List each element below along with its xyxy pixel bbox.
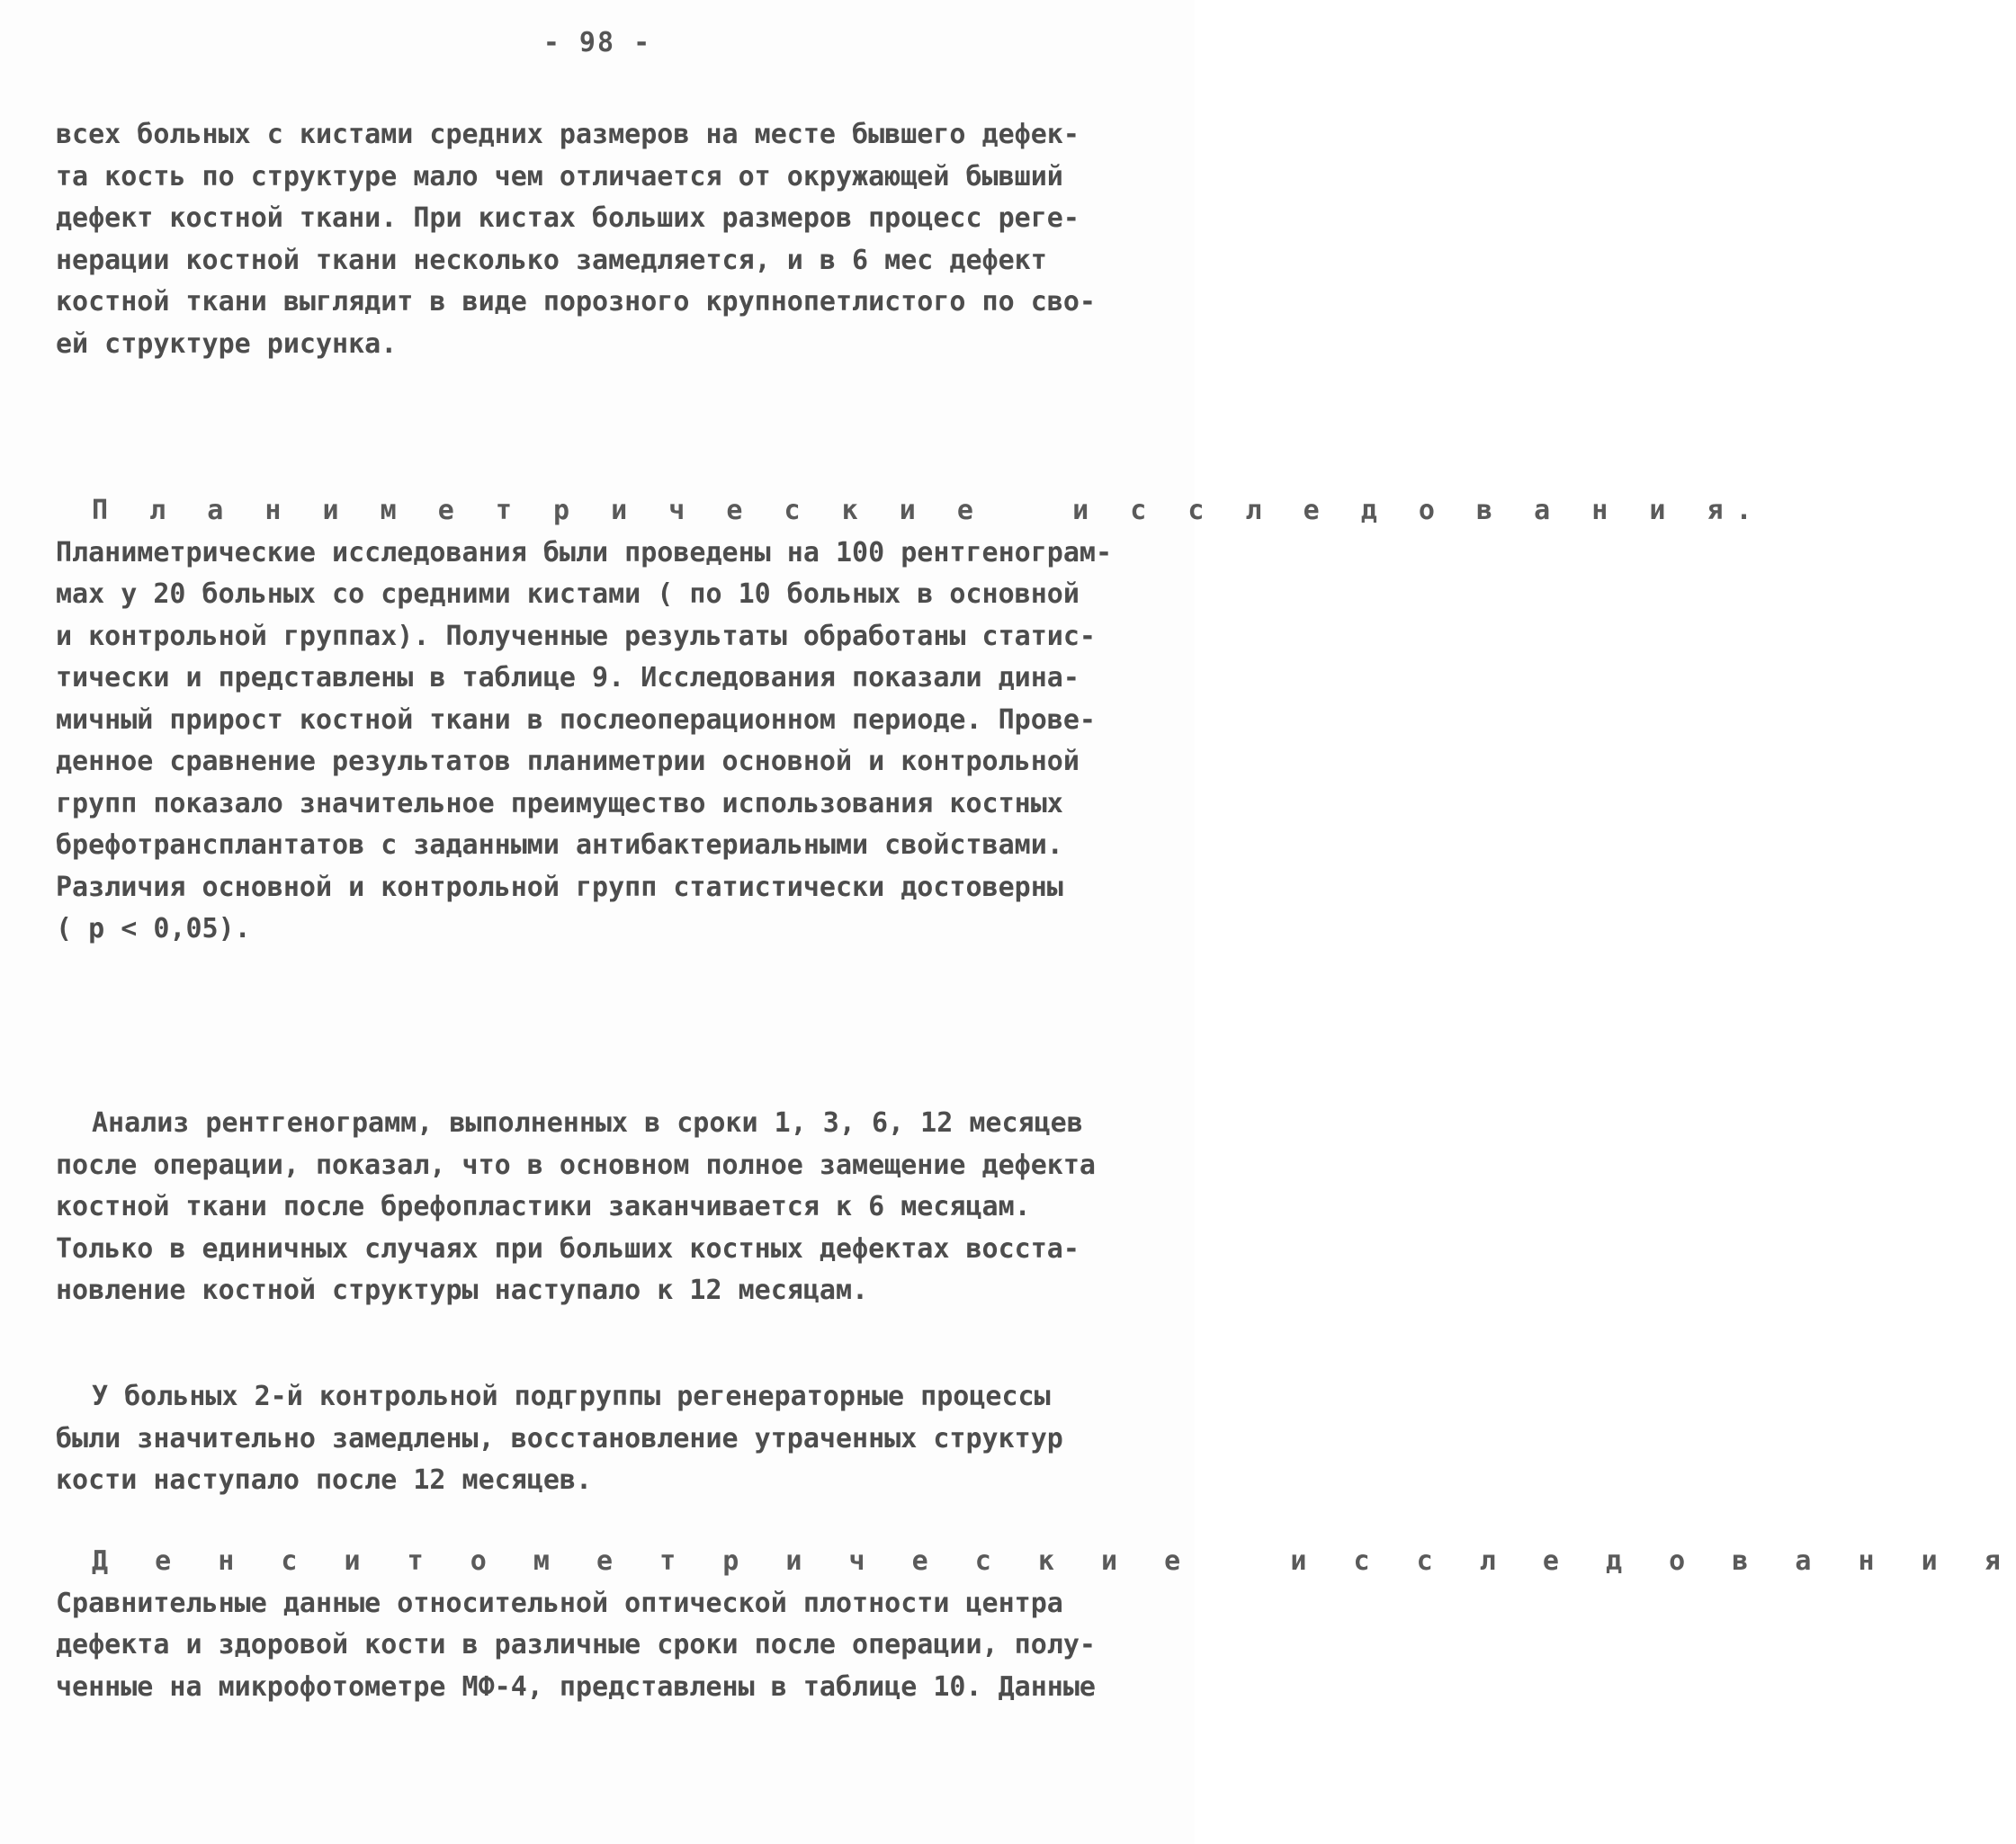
- text-line: тически и представлены в таблице 9. Исследования показали дина-: [56, 662, 1080, 694]
- text-line: У больных 2-й контрольной подгруппы регенераторные процессы: [92, 1381, 1051, 1412]
- text-line: костной ткани выглядит в виде порозного крупнопетлистого по сво-: [56, 286, 1096, 318]
- text-line: та кость по структуре мало чем отличается от окружающей бывший: [56, 160, 1063, 192]
- text-line: денное сравнение результатов планиметрии основной и контрольной: [56, 746, 1080, 777]
- paragraph-1: [56, 114, 1144, 365]
- page-number: - 98 -: [542, 27, 652, 58]
- text-line: ей структуре рисунка.: [56, 327, 398, 360]
- text-line: и контрольной группах). Полученные результаты обработаны статис-: [56, 620, 1096, 652]
- text-line: ченные на микрофотометре МФ-4, представлены в таблице 10. Данные: [56, 1670, 1096, 1703]
- paragraph-4: [56, 1376, 1144, 1502]
- section-heading-densitometry: Д е н с и т о м е т р и ч е с к и е и с с л е д о в а н и я: [92, 1545, 2016, 1577]
- paragraph-5: [56, 1541, 2016, 1708]
- text-line: групп показало значительное преимущество использования костных: [56, 787, 1063, 819]
- text-line: Различия основной и контрольной групп статистически достоверны: [56, 871, 1063, 903]
- text-line: костной ткани после брефопластики заканчивается к 6 месяцам.: [56, 1191, 1031, 1222]
- paragraph-2: [56, 490, 1765, 951]
- text-line: брефотрансплантатов с заданными антибактериальными свойствами.: [56, 829, 1063, 861]
- text-line: всех больных с кистами средних размеров на месте бывшего дефек-: [56, 119, 1080, 150]
- text-line: Планиметрические исследования были проведены на 100 рентгенограм-: [56, 536, 1112, 568]
- text-line: мах у 20 больных со средними кистами ( по 10 больных в основной: [56, 578, 1080, 610]
- text-line: кости наступало после 12 месяцев.: [56, 1464, 593, 1496]
- text-line: нерации костной ткани несколько замедляется, и в 6 мес дефект: [56, 244, 1047, 276]
- text-line: новление костной структуры наступало к 12 месяцам.: [56, 1275, 869, 1306]
- text-line: Анализ рентгенограмм, выполненных в сроки 1, 3, 6, 12 месяцев: [92, 1107, 1083, 1139]
- text-line: мичный прирост костной ткани в послеоперационном периоде. Прове-: [56, 703, 1096, 736]
- text-line: Сравнительные данные относительной оптической плотности центра: [56, 1587, 1063, 1619]
- section-heading-planimetry: П л а н и м е т р и ч е с к и е и с с л е д о в а н и я.: [92, 495, 1765, 526]
- text-line: после операции, показал, что в основном полное замещение дефекта: [56, 1149, 1096, 1181]
- text-line: Только в единичных случаях при больших костных дефектах восста-: [56, 1232, 1080, 1265]
- paragraph-3: [56, 1103, 1144, 1312]
- text-line: дефекта и здоровой кости в различные сроки после операции, полу-: [56, 1629, 1096, 1660]
- text-line: были значительно замедлены, восстановление утраченных структур: [56, 1422, 1063, 1455]
- text-line: ( р < 0,05).: [56, 913, 251, 944]
- text-line: дефект костной ткани. При кистах больших размеров процесс реге-: [56, 202, 1080, 234]
